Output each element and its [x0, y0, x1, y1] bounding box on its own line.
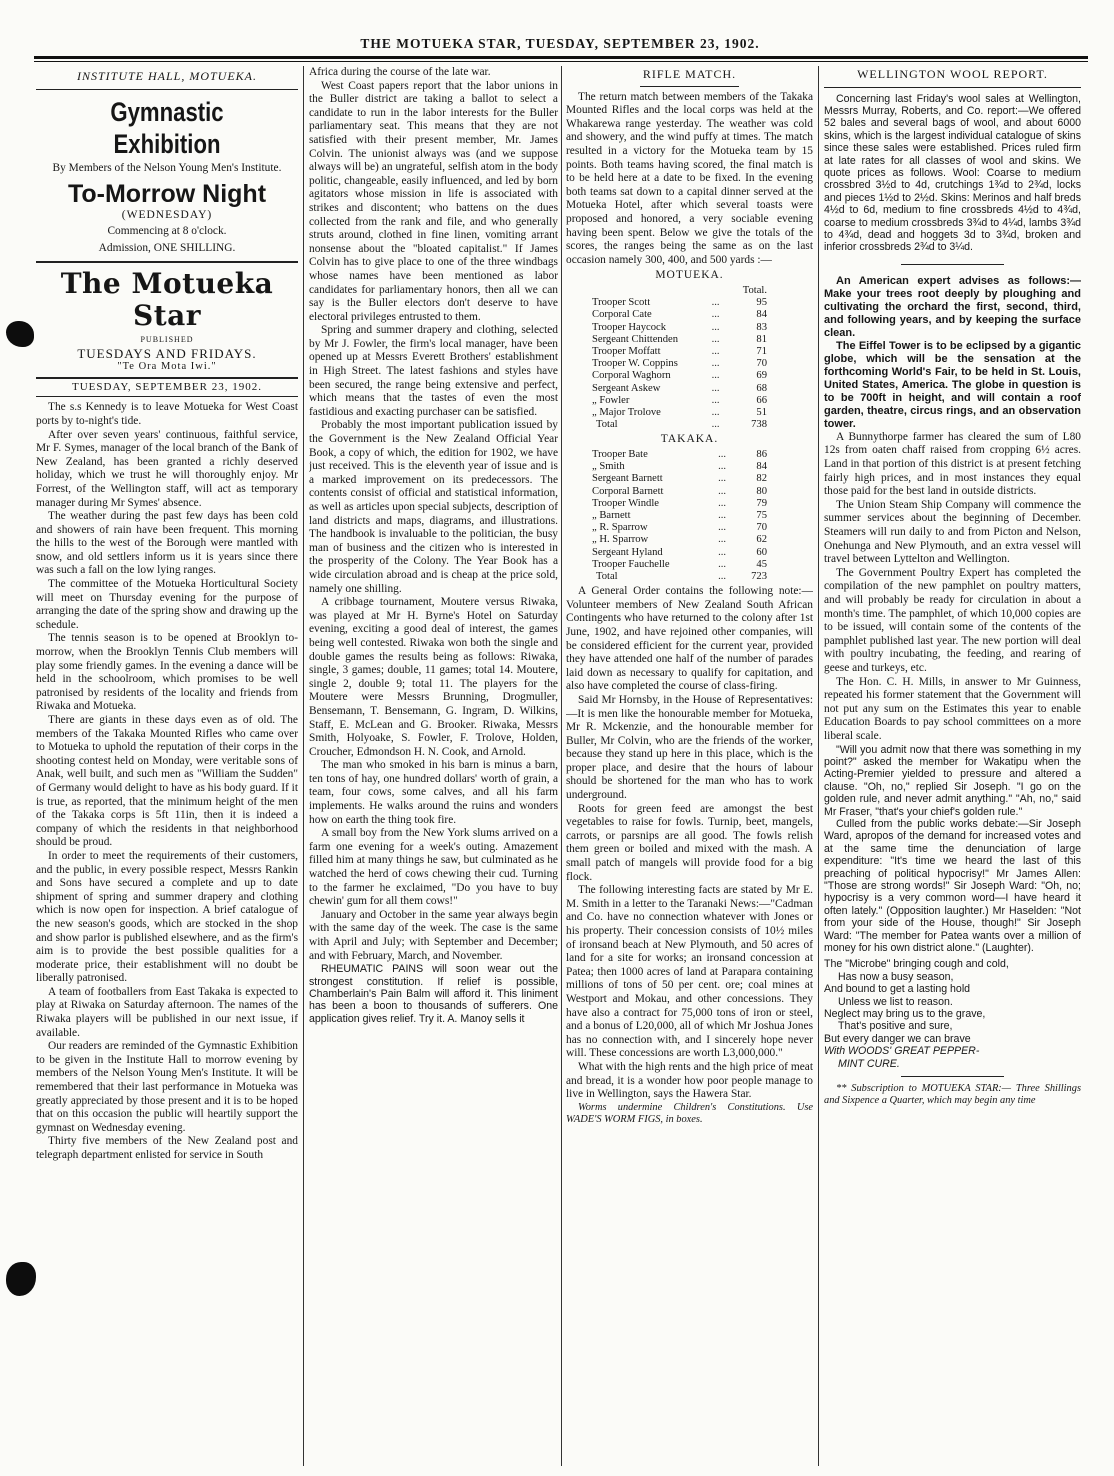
score-row — [592, 395, 767, 407]
article: The Government Poultry Expert has completed the compilation of the new pamphlet on poultry matters, and will probably be ready for circulation in about a month's time. The pamphlet, of which 10,000 copies are to be issued, will contain some of the contents of the pamphlet published last year. The new portion will deal with poultry incubating, the feeding, and rearing of geese and turkeys, etc. — [824, 566, 1081, 674]
score-row — [592, 461, 767, 473]
masthead-rule-thin — [34, 61, 1088, 62]
competitor-name: Sergeant Hyland — [592, 546, 663, 558]
dots: ... — [718, 570, 727, 582]
score-row — [592, 547, 767, 559]
column-4 — [824, 66, 1081, 1466]
score-row — [592, 473, 767, 485]
article: January and October in the same year always begin with the same day of the week. The case is the same with April and July; with September and December; and with February, March, and November. — [309, 908, 558, 962]
total-value: 738 — [751, 419, 767, 431]
poem-line: MINT CURE. — [838, 1057, 900, 1070]
dots: ... — [711, 321, 720, 333]
paper-title: The Motueka Star — [60, 266, 274, 332]
wool-report: Concerning last Friday's wool sales at Wellington, Messrs Murray, Roberts, and Co. report:—We offered 52 bales and several bags of wool, and about 6000 skins, which is the largest individual catalogue of skins since these sales were established. Prices ruled firm at late rates for all classes of wool and skins. We quote prices as follows. Wool: Coarse to medium crossbred 3½d to 4d, crutchings 1¾d to 2¾d, locks and pieces 1½d to 2½d. Skins: Merinos and half breds 4½d to 6d, medium to fine crossbreds 4½d to 4¾d, coarse to medium crossbreds 3¾d to 4¼d, lambs 3¾d to 4¾d, dead and hoggets 3d to 3¾d, broken and inferior crossbreds 2¾d to 3¼d. — [824, 92, 1081, 254]
competitor-score: 62 — [756, 534, 767, 546]
advertisement-worms: Worms undermine Children's Constitutions. Use WADE'S WORM FIGS, in boxes. — [566, 1101, 813, 1125]
poem-line: That's positive and sure, — [838, 1020, 953, 1033]
dots: ... — [718, 461, 727, 473]
competitor-name: „ Fowler — [592, 394, 630, 406]
poem-line: With WOODS' GREAT PEPPER- — [824, 1045, 980, 1058]
article: Africa during the course of the late war. — [309, 66, 491, 78]
team-heading-takaka: TAKAKA. — [660, 433, 719, 446]
dots: ... — [711, 370, 720, 382]
score-row — [592, 510, 767, 522]
article: Probably the most important publication issued by the Government is the New Zealand Official Year Book, a copy of which, the edition for 1902, we have just received. This is the eleventh year of issue and is a marked improvement on its predecessors. The contents consist of official and statistical information, as well as articles upon special subjects, description of land districts and maps, diagrams, and illustrations. The handbook is invaluable to the politician, the busy man of business and the citizen who is interested in the prosperity of the Colony. The Year Book has a wide circulation abroad and is cheap at the price sold, namely one shilling. — [309, 419, 558, 595]
competitor-score: 80 — [756, 485, 767, 497]
article: Spring and summer drapery and clothing, selected by Mr J. Fowler, the firm's local manager, have been opened up at Messrs Everett Brothers' establishment in High Street. The latest fashions and styles have been secured, the range being extensive and perfect, which means that the tastes of even the most fastidious and exacting purchaser can be satisfied. — [309, 324, 558, 418]
competitor-score: 95 — [756, 297, 767, 309]
competitor-name: Trooper Moffatt — [592, 345, 661, 357]
article: The weather during the past few days has been cold and showers of rain have been frequent. This morning the hills to the west of the Borough were mantled with snow, and old settlers inform us it is years since there was such a fall on the low lying ranges. — [36, 510, 298, 577]
score-row — [592, 297, 767, 309]
masthead: THE MOTUEKA STAR, TUESDAY, SEPTEMBER 23, 1902. — [360, 36, 760, 51]
score-row — [592, 449, 767, 461]
total-header: Total. — [742, 284, 767, 296]
competitor-name: „ Major Trolove — [592, 406, 661, 418]
article: Culled from the public works debate:—Sir Joseph Ward, apropos of the demand for increased votes and at the same time the denunciation of large expenditure: "It's time we heard the last of this preaching of political hypocrisy!" Mr James Allen: "Those are strong words!" Sir Joseph Ward: "Oh, no; hypocrisy is a very common word—I have heard it often lately." (Opposition laughter.) Mr Haselden: "Not from your side of the House, though!" Sir Joseph Ward: "The member for Patea wants over a million of money for his own district alone." (Laughter). — [824, 817, 1081, 955]
ad-venue: INSTITUTE HALL, MOTUEKA. — [76, 69, 258, 83]
masthead-rule — [34, 56, 1088, 59]
poem-line: Has now a busy season, — [838, 970, 954, 983]
poem-line: Neglect may bring us to the grave, — [824, 1008, 986, 1021]
total-label: Total — [596, 419, 618, 431]
divider — [36, 261, 298, 263]
score-row — [592, 346, 767, 358]
score-row — [592, 559, 767, 571]
competitor-score: 84 — [756, 461, 767, 473]
article: The return match between members of the Takaka Mounted Rifles and the local corps was held at the Whakarewa range yesterday. The weather was cold and showery, and the wind puffy at times. The match resulted in a victory for the Motueka team by 15 points. Both teams having scored, the final match is to be held here at a date to be fixed. In the evening both teams sat down to a capital dinner served at the Motueka Hotel, after which several toasts were proposed and honored, a very sociable evening having been spent. Below we give the totals of the scores, the ranges being the same as on the last occasion namely 300, 400, and 500 yards :— — [566, 90, 813, 266]
dots: ... — [711, 406, 720, 418]
column-3 — [566, 66, 813, 1466]
article: The man who smoked in his barn is minus a barn, ten tons of hay, one hundred dollars' worth of grain, a team, four cows, some calves, and all his farm implements. He walks around the ruins and wonders how on earth the thing took fire. — [309, 759, 558, 826]
competitor-name: Sergeant Askew — [592, 382, 661, 394]
wool-report-title: WELLINGTON WOOL REPORT. — [857, 67, 1048, 81]
column-divider — [303, 66, 304, 1466]
poem-line: The "Microbe" bringing cough and cold, — [824, 958, 1009, 971]
article: The committee of the Motueka Horticultural Society will meet on Thursday evening for the purpose of arranging the date of the spring show and drawing up the schedule. — [36, 578, 298, 631]
article: The Eiffel Tower is to be eclipsed by a gigantic globe, which will be the sensation at the forthcoming World's Fair, to be held in St. Louis, United States, America. The globe in question is to be 700ft in height, and will contain a roof garden, theatre, circus rings, and an observation tower. — [824, 339, 1081, 430]
poem-line: But every danger we can brave — [824, 1032, 971, 1045]
divider — [36, 89, 298, 90]
competitor-score: 60 — [756, 546, 767, 558]
article: The Hon. C. H. Mills, in answer to Mr Guinness, repeated his former statement that the Government will not put any sum on the Estimates this year to enable Education Boards to pay school committees on a more liberal scale. — [824, 675, 1081, 742]
score-row — [592, 534, 767, 546]
competitor-name: Sergeant Barnett — [592, 473, 663, 485]
article: A small boy from the New York slums arrived on a farm one evening for a week's outing. Amazement filled him at many things he saw, but culminated as he watched the herd of cows chewing their cud. Turning to the farmer he exclaimed, "Do you have to buy chewin' gum for all them cows!" — [309, 827, 558, 908]
article: Thirty five members of the New Zealand post and telegraph department enlisted for service in South — [36, 1135, 298, 1161]
article: In order to meet the requirements of their customers, and the public, in every possible respect, Messrs Rankin and Sons have secured a complete and up to date shipment of spring and summer drapery and clothing which is now open for inspection. A brief catalogue of the new season's goods, which are stocked in the shop and show parlor is published elsewhere, and as the firm's aim is to provide the best possible qualities for a moderate price, their establishment will no doubt be liberally patronised. — [36, 849, 298, 985]
dots: ... — [711, 333, 720, 345]
competitor-score: 70 — [756, 358, 767, 370]
ink-blot — [6, 321, 34, 347]
article: The Union Steam Ship Company will commence the summer services about the beginning of December. Steamers will run daily to and from Picton and Nelson, Onehunga and New Plymouth, and an extra vessel will travel between Lyttelton and Wellington. — [824, 498, 1081, 566]
competitor-name: Trooper Scott — [592, 297, 651, 309]
score-row — [592, 383, 767, 395]
dots: ... — [718, 473, 727, 485]
dots: ... — [718, 522, 727, 534]
competitor-score: 66 — [756, 394, 767, 406]
score-row — [592, 334, 767, 346]
motto: "Te Ora Mota Iwi." — [117, 361, 217, 373]
score-row — [592, 407, 767, 419]
divider — [901, 264, 1004, 265]
article: The tennis season is to be opened at Brooklyn to-morrow, when the Brooklyn Tennis Club members will play some friendly games. In the evening a dance will be held in the schoolroom, which promises to be well patronised by residents of the locality and friends from Riwaka and Motueka. — [36, 632, 298, 713]
dots: ... — [718, 497, 727, 509]
competitor-score: 86 — [756, 448, 767, 460]
dots: ... — [718, 558, 727, 570]
article: "Will you admit now that there was something in my point?" asked the member for Wakatipu when the Acting-Premier yielded to pressure and altered a clause. "Oh, no," replied Sir Joseph. "I go on the golden rule, and never admit anything." "Ah, no," said Mr Fraser, "that's your chief's golden rule." — [824, 743, 1081, 818]
column-divider — [561, 66, 562, 1466]
poem-line: And bound to get a lasting hold — [824, 983, 971, 996]
score-row — [592, 486, 767, 498]
divider — [824, 87, 1081, 88]
team-heading-motueka: MOTUEKA. — [655, 269, 724, 282]
dots: ... — [718, 534, 727, 546]
article: An American expert advises as follows:—Make your trees root deeply by ploughing and cultivating the orchard the first, second, third, and following years, and by keeping the surface clean. — [824, 274, 1081, 339]
competitor-name: Corporal Barnett — [592, 485, 664, 497]
competitor-name: „ Barnett — [592, 509, 631, 521]
ad-by: By Members of the Nelson Young Men's Institute. — [52, 161, 282, 174]
ad-when: To-Morrow Night — [67, 180, 267, 209]
article: After over seven years' continuous, faithful service, Mr F. Symes, manager of the local branch of the Bank of New Zealand, has been granted a richly deserved holiday, which we trust he will thoroughly enjoy. Mr Forrest, of the Wellington staff, will act as temporary manager during Mr Symes' absence. — [36, 428, 298, 509]
dots: ... — [718, 485, 727, 497]
competitor-score: 82 — [756, 473, 767, 485]
competitor-name: „ R. Sparrow — [592, 522, 648, 534]
total-value: 723 — [751, 570, 767, 582]
divider — [901, 1076, 1004, 1077]
competitor-name: Trooper Bate — [592, 448, 648, 460]
ad-day: (WEDNESDAY) — [121, 209, 213, 222]
divider — [640, 86, 739, 87]
dots: ... — [711, 345, 720, 357]
article: The following interesting facts are stated by Mr E. M. Smith in a letter to the Taranaki News:—"Cadman and Co. have no connection whatever with Jones or his property. Their concession consists of 10½ miles of ironsand beach at New Plymouth, and 50 acres of land for a site for works; an ironsand concession at Patea; then 1000 acres of land at Parapara containing millions of tons of 50 per cent. ore; coal mines at Westport and Mokau, and other concessions. They have also a contract for 75,000 tons of iron or steel, and a bonus of L20,000, all of which Mr Joshua Jones has no connection with, and I sincerely hope never will. These concessions are worth L3,000,000." — [566, 884, 813, 1060]
column-2 — [309, 66, 558, 1466]
dots: ... — [718, 448, 727, 460]
score-table-motueka — [592, 285, 767, 431]
article: West Coast papers report that the labor unions in the Buller district are taking a ballot to select a candidate to run in the labor interests for the Buller parliamentary seat. This means that they are not satisfied with their present member, Mr. James Colvin. The unionist always was (and we suppose always will be) an ungrateful, selfish atom in the body politic, changeable, easily influenced, and led by born agitators whose mission in life is associated with strikes and discontent; who battens on the dues collected from the rank and file, and who generally struts around, clothed in fine linen, vomiting arrant nonsense about the "bloated capitalist." If James Colvin has to give place to one of the three windbags whose names have been mentioned as labor candidates for parliamentary honors, then all we can say is the Buller electors don't deserve to have electoral privileges entrusted to them. — [309, 79, 558, 323]
dots: ... — [711, 297, 720, 309]
dots: ... — [711, 382, 720, 394]
competitor-score: 79 — [756, 497, 767, 509]
competitor-name: Trooper Haycock — [592, 321, 667, 333]
article: A General Order contains the following note:—Volunteer members of New Zealand South African Contingents who have returned to the colony after 1st June, 1902, and have rejoined other companies, will be considered efficient for the current year, provided they have attended one half of the number of parades laid down as necessary to qualify for capitation, and also have completed the course of class-firing. — [566, 585, 813, 693]
competitor-name: „ H. Sparrow — [592, 534, 649, 546]
rifle-match-title: RIFLE MATCH. — [642, 67, 737, 81]
dots: ... — [718, 546, 727, 558]
ad-time: Commencing at 8 o'clock. — [107, 224, 227, 237]
score-table-takaka — [592, 449, 767, 583]
article: The s.s Kennedy is to leave Motueka for West Coast ports by to-night's tide. — [36, 401, 298, 427]
competitor-name: Corporal Waghorn — [592, 370, 671, 382]
article: A cribbage tournament, Moutere versus Riwaka, was played at Mr H. Byrne's Hotel on Saturday evening, exciting a good deal of interest, the games being well contested. Riwaka won both the single and double games the results being as follows: Riwaka, single, 3 games; double, 11 games; total 14. Moutere, single 2, double 9; total 11. The players for the Moutere were Messrs Brunning, Drogmuller, Bensemann, T. Bensemann, G. Ingram, D. Wilkins, Staff, E. McLean and G. Brooker. Riwaka, Messrs Smith, Holyoake, S. Fowler, F. Trolove, Holden, Croucher, Edmondson H. N. Cook, and Arnold. — [309, 596, 558, 758]
score-row — [592, 322, 767, 334]
ink-blot — [6, 1262, 36, 1296]
article: Said Mr Hornsby, in the House of Representatives:—It is men like the honourable member for Motueka, Mr R. Mckenzie, and the honourable member for Buller, Mr Colvin, who are the friends of the worker, because they stand up here in this place, which is the proper place, and desire that the hours of labour should be shortened for the man who has to work underground. — [566, 693, 813, 802]
dateline: TUESDAY, SEPTEMBER 23, 1902. — [36, 377, 298, 398]
competitor-score: 69 — [756, 370, 767, 382]
article: Our readers are reminded of the Gymnastic Exhibition to be given in the Institute Hall to morrow evening by members of the Nelson Young Men's Institute. It will be remembered that their last performance in Motueka was greatly appreciated by those present and it is to be hoped that on this occasion the public will heartily support the gymnast on Wednesday evening. — [36, 1040, 298, 1134]
competitor-score: 45 — [756, 558, 767, 570]
advertisement-rheumatic: RHEUMATIC PAINS will soon wear out the strongest constitution. If relief is possible, Chamberlain's Pain Balm will afford it. This liniment has been a boon to thousands of sufferers. One application gives relief. Try it. A. Manoy sells it — [309, 963, 558, 1025]
article: A Bunnythorpe farmer has cleared the sum of L80 12s from oaten chaff raised from cropping 6½ acres. Land in that portion of this district is at present fetching fairly high prices, and in most instances they equal those paid for the best land in outside districts. — [824, 430, 1081, 498]
competitor-name: Trooper Windle — [592, 497, 659, 509]
score-row — [592, 358, 767, 370]
dots: ... — [711, 419, 720, 431]
subscription-note: ** Subscription to MOTUEKA STAR:— Three Shillings and Sixpence a Quarter, which may begin any time — [824, 1083, 1081, 1107]
article: What with the high rents and the high price of meat and bread, it is a wonder how poor people manage to live in Wellington, says the Hawera Star. — [566, 1060, 813, 1101]
column-1 — [36, 66, 298, 1466]
competitor-score: 71 — [756, 345, 767, 357]
competitor-score: 81 — [756, 333, 767, 345]
competitor-score: 68 — [756, 382, 767, 394]
competitor-score: 83 — [756, 321, 767, 333]
article: A team of footballers from East Takaka is expected to play at Riwaka on Saturday afternoon. The names of the Riwaka players will be published in our next issue, if available. — [36, 985, 298, 1039]
advertisement-poem — [824, 958, 1081, 1070]
poem-line: Unless we list to reason. — [838, 995, 953, 1008]
score-row — [592, 309, 767, 321]
dots: ... — [718, 509, 727, 521]
publication-frequency: TUESDAYS AND FRIDAYS. — [77, 345, 257, 361]
competitor-name: Trooper W. Coppins — [592, 358, 678, 370]
dots: ... — [711, 358, 720, 370]
article: There are giants in these days even as of old. The members of the Takaka Mounted Rifles who came over to Motueka to uphold the reputation of their corps in the shooting contest held on Monday, were veritable sons of Anak, well built, and such men as "William the Sudden" of Germany would delight to have as his body guard. If it is true, as reported, that the minimum height of the men of the Takaka corps is 5ft 11in, then it is indeed a company of which the residents in that neighborhood should be proud. — [36, 714, 298, 849]
competitor-score: 51 — [756, 406, 767, 418]
ad-title: Gymnastic Exhibition — [110, 96, 224, 159]
score-row — [592, 498, 767, 510]
dots: ... — [711, 309, 720, 321]
competitor-name: Trooper Fauchelle — [592, 558, 670, 570]
ad-admission: Admission, ONE SHILLING. — [98, 242, 236, 255]
published-label: PUBLISHED — [140, 334, 194, 344]
column-divider — [818, 66, 819, 1466]
total-label: Total — [596, 570, 618, 582]
score-row — [592, 522, 767, 534]
article: Roots for green feed are amongst the best vegetables to raise for fowls. Turnip, beet, mangels, carrots, or parsnips are all good. The fowls relish them green or boiled and mixed with the mash. A small patch of mangels will provide food for a big flock. — [566, 802, 813, 883]
score-row — [592, 370, 767, 382]
competitor-name: Sergeant Chittenden — [592, 333, 679, 345]
competitor-score: 84 — [756, 309, 767, 321]
competitor-score: 75 — [756, 509, 767, 521]
competitor-name: Corporal Cate — [592, 309, 652, 321]
competitor-name: „ Smith — [592, 461, 625, 473]
dots: ... — [711, 394, 720, 406]
competitor-score: 70 — [756, 522, 767, 534]
